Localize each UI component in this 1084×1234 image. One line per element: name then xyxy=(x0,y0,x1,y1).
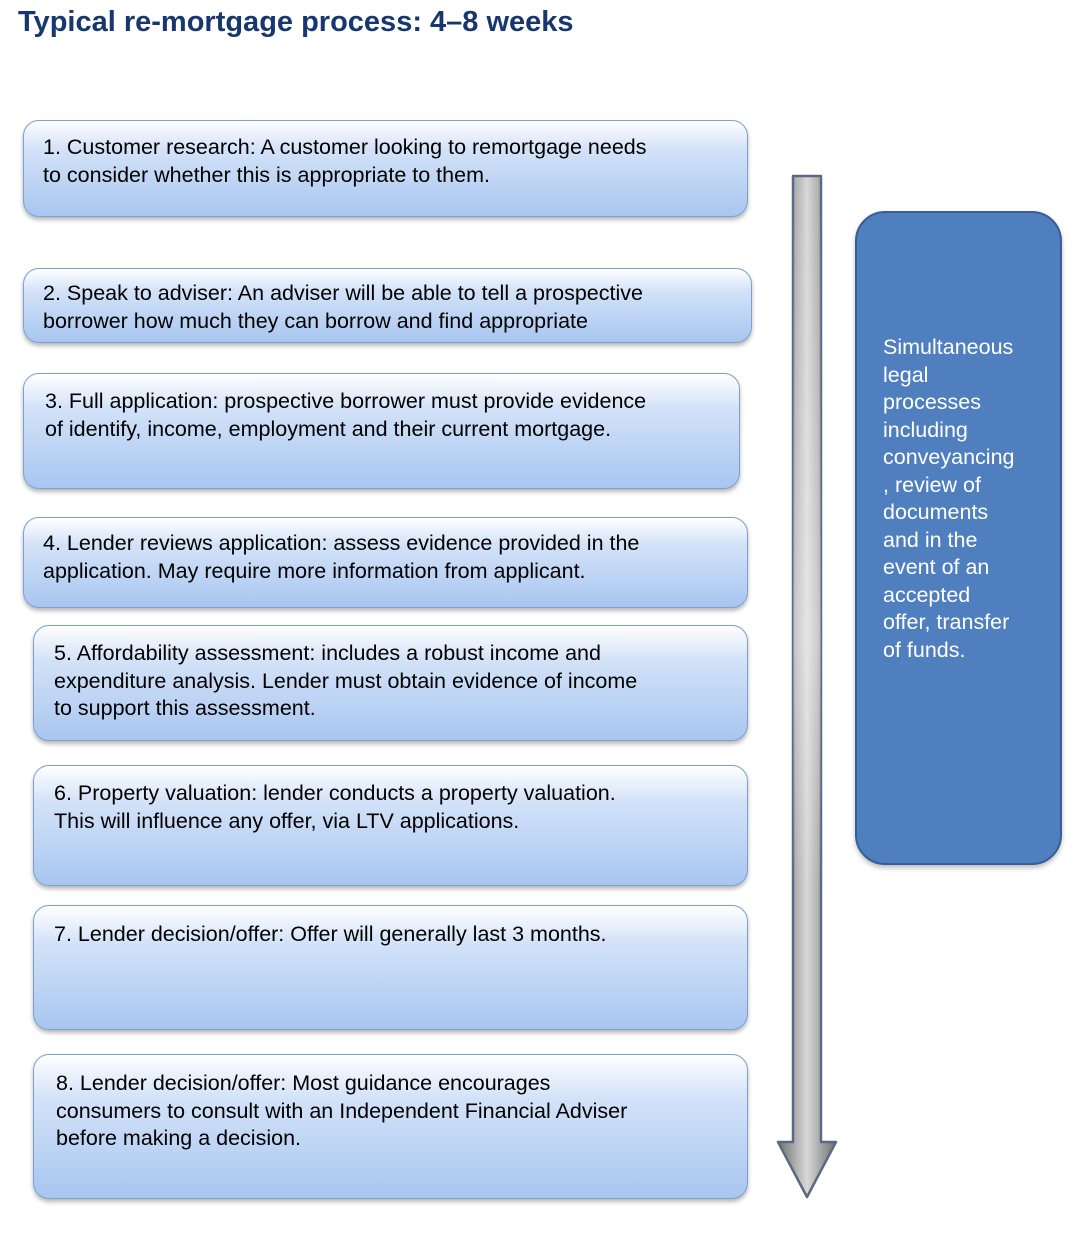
process-step-7 xyxy=(33,905,748,1030)
step-5-line-2: expenditure analysis. Lender must obtain evidence of income xyxy=(54,668,638,693)
process-step-5 xyxy=(33,625,748,741)
step-6-line-2: This will influence any offer, via LTV applications. xyxy=(54,808,520,833)
step-4-line-1: 4. Lender reviews application: assess evidence provided in the xyxy=(43,531,640,555)
simultaneous-legal-processes-box xyxy=(855,211,1062,865)
process-step-2 xyxy=(23,268,752,343)
side-note-line-1: Simultaneous xyxy=(883,335,1014,359)
step-3-line-2: of identify, income, employment and their current mortgage. xyxy=(45,416,612,441)
timeline-down-arrow xyxy=(770,170,844,1205)
side-note-line-9: event of an xyxy=(883,555,990,579)
side-note-line-2: legal xyxy=(883,362,929,387)
side-note-line-10: accepted xyxy=(883,582,971,607)
process-step-4 xyxy=(23,517,748,608)
side-note-line-8: and in the xyxy=(883,527,978,552)
process-step-6 xyxy=(33,765,748,886)
process-step-8 xyxy=(33,1054,748,1199)
page-title: Typical re-mortgage process: 4–8 weeks xyxy=(18,6,574,38)
step-5-line-1: 5. Affordability assessment: includes a robust income and xyxy=(54,641,601,665)
step-4-line-2: application. May require more information from applicant. xyxy=(43,558,586,583)
step-8-line-2: consumers to consult with an Independent Financial Adviser xyxy=(56,1098,628,1123)
side-note-line-5: conveyancing xyxy=(883,445,1015,469)
process-step-1 xyxy=(23,120,748,217)
step-2-line-2: borrower how much they can borrow and find appropriate xyxy=(43,308,588,333)
step-5-line-3: to support this assessment. xyxy=(54,696,316,720)
side-note-line-6: , review of xyxy=(883,472,981,497)
step-8-line-3: before making a decision. xyxy=(56,1126,302,1150)
step-8-line-1: 8. Lender decision/offer: Most guidance encourages xyxy=(56,1071,551,1095)
step-3-line-1: 3. Full application: prospective borrower must provide evidence xyxy=(45,389,647,413)
step-2-line-1: 2. Speak to adviser: An adviser will be able to tell a prospective xyxy=(43,281,643,305)
process-step-3 xyxy=(23,373,740,489)
step-1-line-2: to consider whether this is appropriate to them. xyxy=(43,162,490,187)
side-note-line-11: offer, transfer xyxy=(883,610,1010,634)
side-note-line-3: processes xyxy=(883,390,981,414)
step-7-line-1: 7. Lender decision/offer: Offer will generally last 3 months. xyxy=(54,922,607,946)
side-note-line-4: including xyxy=(883,417,968,442)
side-note-line-7: documents xyxy=(883,500,989,524)
side-note-line-12: of funds. xyxy=(883,637,966,662)
step-1-line-1: 1. Customer research: A customer looking to remortgage needs xyxy=(43,135,647,159)
step-6-line-1: 6. Property valuation: lender conducts a property valuation. xyxy=(54,781,616,805)
